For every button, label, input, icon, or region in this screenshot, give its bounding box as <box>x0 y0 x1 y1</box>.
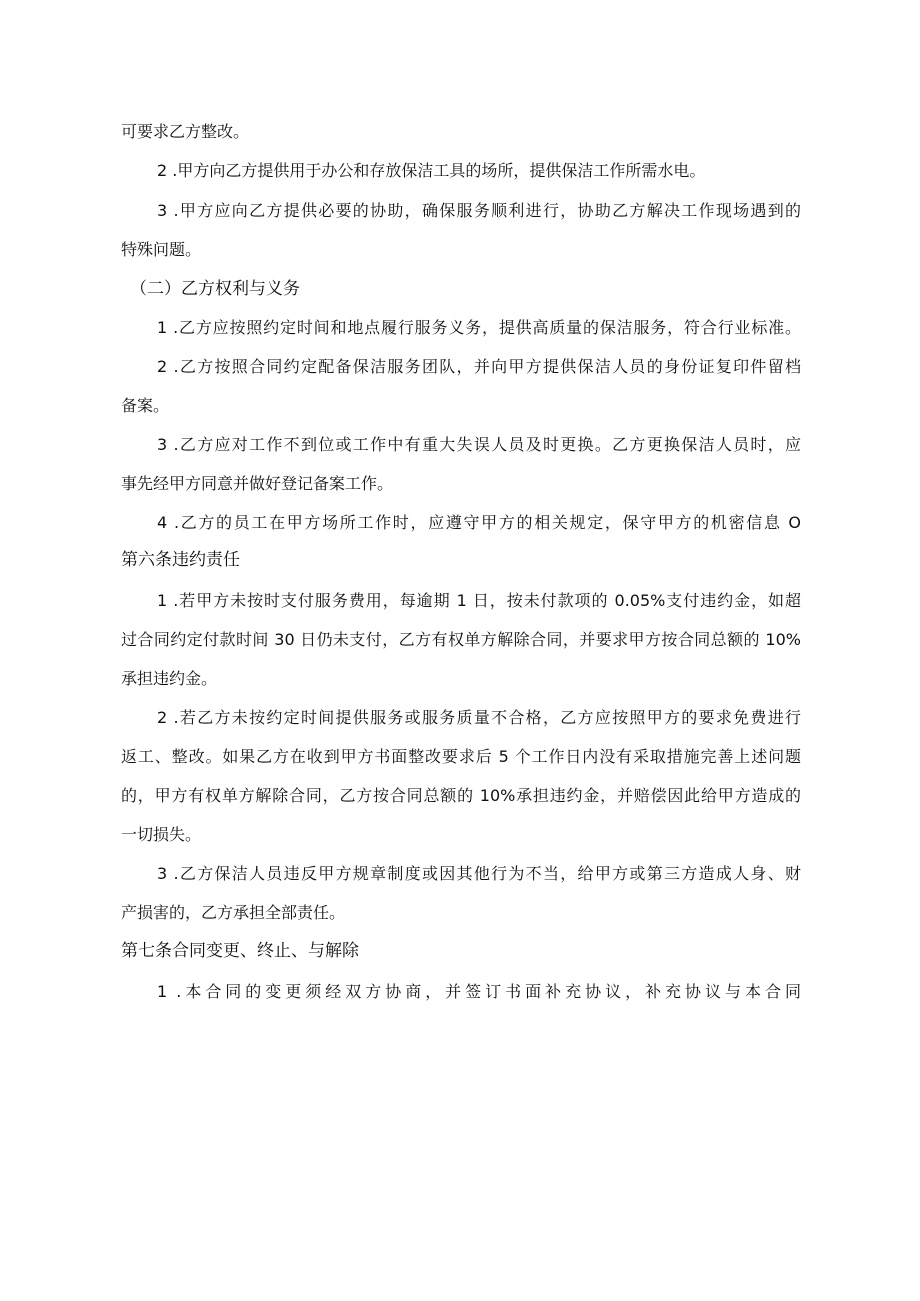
paragraph-line: 一切损失。 <box>121 825 202 844</box>
paragraph-line: 3 .甲方应向乙方提供必要的协助，确保服务顺利进行，协助乙方解决工作现场遇到的 <box>157 201 801 220</box>
paragraph-line: 2 .甲方向乙方提供用于办公和存放保洁工具的场所，提供保洁工作所需水电。 <box>157 161 706 180</box>
paragraph-line: 的，甲方有权单方解除合同，乙方按合同总额的 10%承担违约金，并赔偿因此给甲方造成的 <box>121 786 801 805</box>
paragraph-line: 过合同约定付款时间 30 日仍未支付，乙方有权单方解除合同，并要求甲方按合同总额的 10% <box>121 630 801 649</box>
article-heading: 第七条合同变更、终止、与解除 <box>121 941 359 961</box>
paragraph-line: 1 .若甲方未按时支付服务费用，每逾期 1 日，按未付款项的 0.05%支付违约金，如超 <box>157 591 801 610</box>
paragraph-line: 返工、整改。如果乙方在收到甲方书面整改要求后 5 个工作日内没有采取措施完善上述问题 <box>121 747 801 766</box>
paragraph-line: 事先经甲方同意并做好登记备案工作。 <box>121 474 394 493</box>
paragraph-line: 产损害的，乙方承担全部责任。 <box>121 903 346 922</box>
paragraph-line: 备案。 <box>121 396 170 415</box>
paragraph-line: 2 .乙方按照合同约定配备保洁服务团队，并向甲方提供保洁人员的身份证复印件留档 <box>157 357 801 376</box>
section-heading: （二）乙方权利与义务 <box>130 279 300 299</box>
paragraph-line: 2 .若乙方未按约定时间提供服务或服务质量不合格，乙方应按照甲方的要求免费进行 <box>157 708 801 727</box>
paragraph-line: 可要求乙方整改。 <box>121 122 250 141</box>
article-heading: 第六条违约责任 <box>121 550 240 570</box>
paragraph-line: 3 .乙方应对工作不到位或工作中有重大失误人员及时更换。乙方更换保洁人员时，应 <box>157 435 801 454</box>
paragraph-line: 1 .本合同的变更须经双方协商，并签订书面补充协议，补充协议与本合同 <box>157 982 801 1001</box>
paragraph-line: 特殊问题。 <box>121 240 202 259</box>
paragraph-line: 3 .乙方保洁人员违反甲方规章制度或因其他行为不当，给甲方或第三方造成人身、财 <box>157 864 801 883</box>
paragraph-line: 4 .乙方的员工在甲方场所工作时，应遵守甲方的相关规定，保守甲方的机密信息 O <box>157 513 801 532</box>
paragraph-line: 1 .乙方应按照约定时间和地点履行服务义务，提供高质量的保洁服务，符合行业标准。 <box>157 318 801 337</box>
paragraph-line: 承担违约金。 <box>121 669 218 688</box>
